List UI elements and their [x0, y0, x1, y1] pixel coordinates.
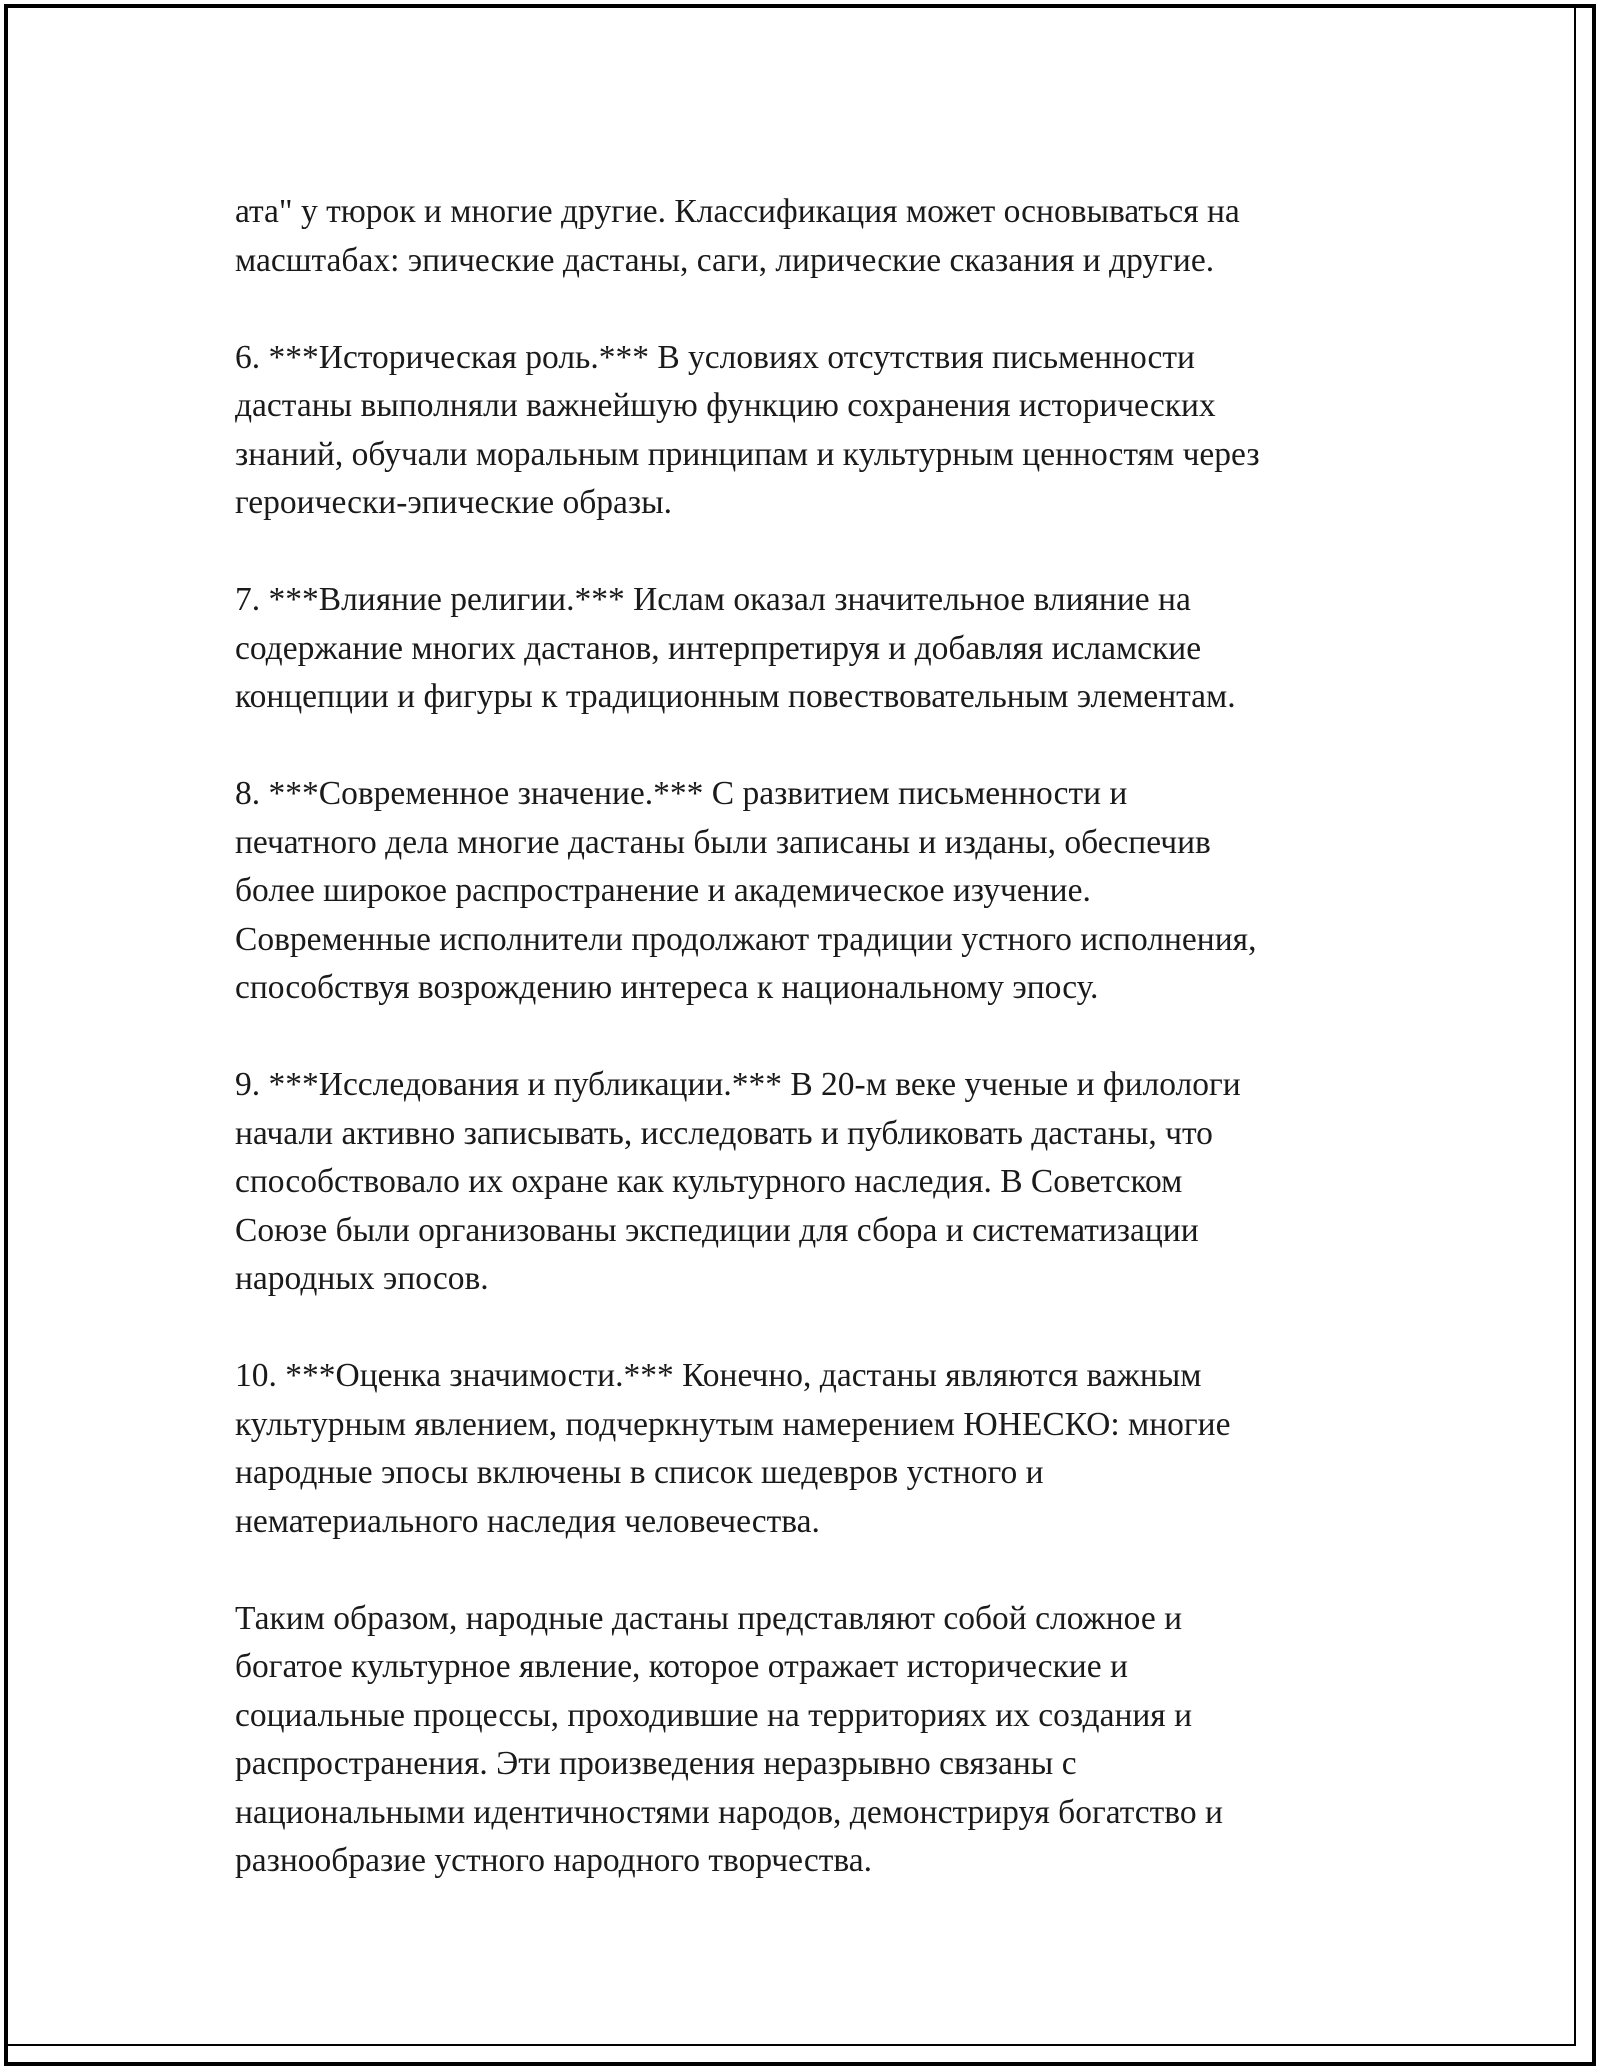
text-line: масштабах: эпические дастаны, саги, лирические сказания и другие.	[235, 241, 1215, 279]
text-line: Современные исполнители продолжают традиции устного исполнения,	[235, 920, 1257, 958]
text-line: 8. ***Современное значение.*** С развитием письменности и	[235, 775, 1128, 812]
paragraph-classification-continued	[235, 188, 1385, 285]
text-line: 10. ***Оценка значимости.*** Конечно, дастаны являются важным	[235, 1357, 1202, 1394]
paragraph-item-10-significance-assessment	[235, 1352, 1385, 1546]
paragraph-conclusion	[235, 1595, 1385, 1886]
text-line: культурным явлением, подчеркнутым намерением ЮНЕСКО: многие	[235, 1405, 1231, 1443]
text-line: героически-эпические образы.	[235, 484, 673, 521]
text-line: печатного дела многие дастаны были записаны и изданы, обеспечив	[235, 823, 1211, 861]
paragraph-item-6-historical-role	[235, 334, 1385, 528]
text-line: социальные процессы, проходившие на территориях их создания и	[235, 1696, 1193, 1734]
text-line: способствовало их охране как культурного наследия. В Советском	[235, 1163, 1183, 1200]
document-body	[235, 188, 1385, 1886]
text-line: Союзе были организованы экспедиции для сбора и систематизации	[235, 1211, 1199, 1249]
text-line: способствуя возрождению интереса к национальному эпосу.	[235, 969, 1099, 1006]
paragraph-item-8-modern-significance	[235, 770, 1385, 1013]
text-line: более широкое распространение и академическое изучение.	[235, 872, 1091, 909]
text-line: 9. ***Исследования и публикации.*** В 20-м веке ученые и филологи	[235, 1066, 1241, 1103]
text-line: народные эпосы включены в список шедевров устного и	[235, 1454, 1044, 1491]
text-line: ата" у тюрок и многие другие. Классификация может основываться на	[235, 193, 1240, 230]
text-line: 7. ***Влияние религии.*** Ислам оказал значительное влияние на	[235, 581, 1191, 618]
text-line: начали активно записывать, исследовать и публиковать дастаны, что	[235, 1114, 1213, 1152]
text-line: содержание многих дастанов, интерпретируя и добавляя исламские	[235, 629, 1202, 667]
text-line: национальными идентичностями народов, демонстрируя богатство и	[235, 1793, 1223, 1831]
text-line: нематериального наследия человечества.	[235, 1502, 820, 1540]
text-line: знаний, обучали моральным принципам и культурным ценностям через	[235, 435, 1260, 473]
paragraph-item-7-religion-influence	[235, 576, 1385, 722]
paragraph-item-9-research-publications	[235, 1061, 1385, 1304]
text-line: концепции и фигуры к традиционным повествовательным элементам.	[235, 678, 1236, 715]
text-line: разнообразие устного народного творчества.	[235, 1842, 872, 1879]
text-line: распространения. Эти произведения неразрывно связаны с	[235, 1745, 1077, 1782]
text-line: Таким образом, народные дастаны представляют собой сложное и	[235, 1599, 1183, 1637]
text-line: народных эпосов.	[235, 1260, 489, 1297]
text-line: дастаны выполняли важнейшую функцию сохранения исторических	[235, 387, 1216, 424]
text-line: богатое культурное явление, которое отражает исторические и	[235, 1648, 1128, 1685]
text-line: 6. ***Историческая роль.*** В условиях отсутствия письменности	[235, 338, 1195, 376]
